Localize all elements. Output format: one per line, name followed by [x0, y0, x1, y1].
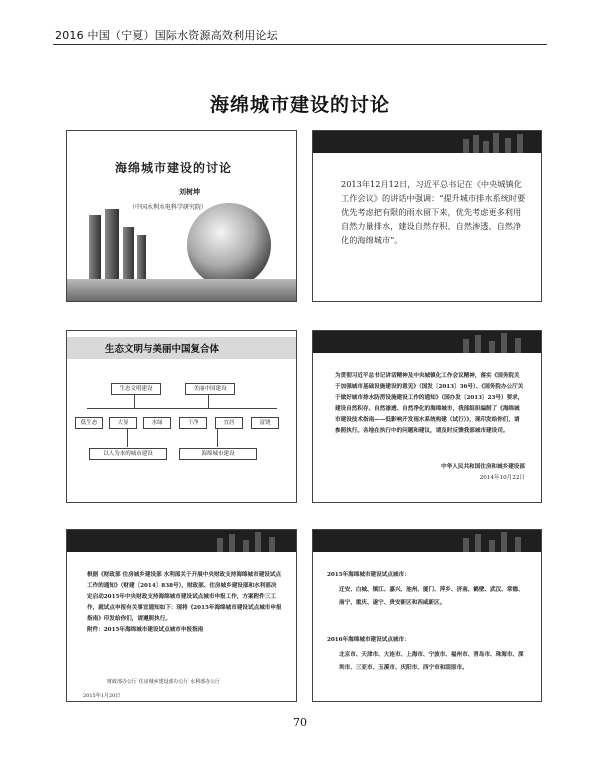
slide4-body: 为贯彻习近平总书记讲话精神及中央城镇化工作会议精神，落实《国务院关于加强城市基础设施建设的意见》（国发〔2013〕36号）、《国务院办公厅关于做好城市排水防涝设施建设工作的通知》（国办发〔2013〕23号）要求，建设自然积存、自然渗透、自然净化的海绵城市，我部组织编制了《海绵城市建设技术指南——低影响开发雨水系统构建（试行）》，现印发给你们，请参照执行。各地在执行中的问题和建议，请及时反馈我部城市建设司。: [335, 373, 524, 434]
ground-image: [67, 279, 296, 301]
slide2-body: 2013年12月12日，习近平总书记在《中央城镇化工作会议》的讲话中强调：“提升城市排水系统时要优先考虑把有限的雨水留下来，优先考虑更多利用自然力量排水，建设自然存积、自然渗透、自然净化的海绵城市”。: [341, 179, 526, 245]
page-title: 海绵城市建设的讨论: [209, 94, 390, 116]
slide5-body: [87, 570, 282, 636]
slide3-heading: 生态文明与美丽中国复合体: [105, 344, 220, 355]
box-item: 大显: [109, 417, 137, 429]
slide1-author: 刘树坤: [179, 187, 200, 196]
slide1-title: 海绵城市建设的讨论: [115, 161, 233, 175]
page-number: 70: [293, 716, 307, 729]
slide6-cities-2015: 迁安、白城、镇江、嘉兴、池州、厦门、萍乡、济南、鹤壁、武汉、常德、南宁、重庆、遂宁、贵安新区和西咸新区。: [339, 587, 524, 606]
connector-line: [87, 408, 277, 409]
city-skyline-banner: [313, 331, 541, 353]
slide3-heading-bar: [67, 337, 296, 359]
slide-2: [312, 130, 542, 302]
city-skyline-banner: [67, 530, 296, 552]
connector-line: [208, 394, 209, 408]
box-eco-civilization: 生态文明建设: [111, 383, 161, 395]
box-item: 宜居: [215, 417, 243, 429]
skyscraper-image: [123, 227, 134, 279]
slide-3: [66, 330, 297, 503]
box-item: 水绿: [143, 417, 171, 429]
slide5-attachment: 附件：2015年海绵城市建设试点城市申报指南: [87, 627, 204, 633]
skyscraper-image: [137, 235, 146, 279]
slide6-cities-2016: 北京市、天津市、大连市、上海市、宁波市、福州市、青岛市、珠海市、深圳市、三亚市、玉溪市、庆阳市、西宁市和固原市。: [339, 652, 524, 671]
city-skyline-banner: [313, 530, 541, 552]
slide-5: [66, 529, 297, 702]
connector-line: [127, 429, 128, 447]
skyscraper-image: [105, 209, 119, 279]
skyscraper-image: [89, 215, 101, 279]
connector-line: [217, 429, 218, 447]
city-skyline-banner: [313, 131, 541, 153]
box-item: 富饶: [251, 417, 279, 429]
box-beautiful-china: 美丽中国建设: [185, 383, 235, 395]
slide5-body-text: 根据《财政部 住房城乡建设部 水利部关于开展中央财政支持海绵城市建设试点工作的通知》（财建〔2014〕838号），财政部、住房城乡建设部和水利部决定启动2015年中央财政支持海绵城市建设试点城市申报工作，方案附件三工作，就试点申报有关事宜通知如下：现将《2015年海绵城市建设试点城市申报指南》印发给你们，请遵照执行。: [87, 572, 282, 622]
slide-4: [312, 330, 542, 503]
running-header: 2016 中国（宁夏）国际水资源高效利用论坛: [55, 29, 278, 42]
box-sponge-city: 海绵城市建设: [179, 448, 257, 460]
box-item: 干净: [179, 417, 207, 429]
slide1-institute: （中国水利水电科学研究院）: [129, 204, 208, 211]
globe-image: [187, 203, 271, 287]
slide6-heading-2016: 2016年海绵城市建设试点城市：: [327, 637, 410, 643]
slide4-date: 2014年10月22日: [479, 475, 525, 481]
connector-line: [134, 394, 135, 408]
slide5-date: 2015年1月20日: [83, 693, 121, 699]
header-rule: [53, 44, 547, 45]
slide-6: [312, 529, 542, 702]
slide-1: [66, 130, 297, 302]
box-item: 低生态: [75, 417, 103, 429]
slide4-signer: 中华人民共和国住房和城乡建设部: [441, 464, 525, 470]
box-people-oriented: 以人为本的城市建设: [89, 448, 167, 460]
slide5-signer: 财政部办公厅 住房城乡建设部办公厅 水利部办公厅: [107, 679, 221, 685]
slide6-heading-2015: 2015年海绵城市建设试点城市：: [327, 572, 410, 578]
